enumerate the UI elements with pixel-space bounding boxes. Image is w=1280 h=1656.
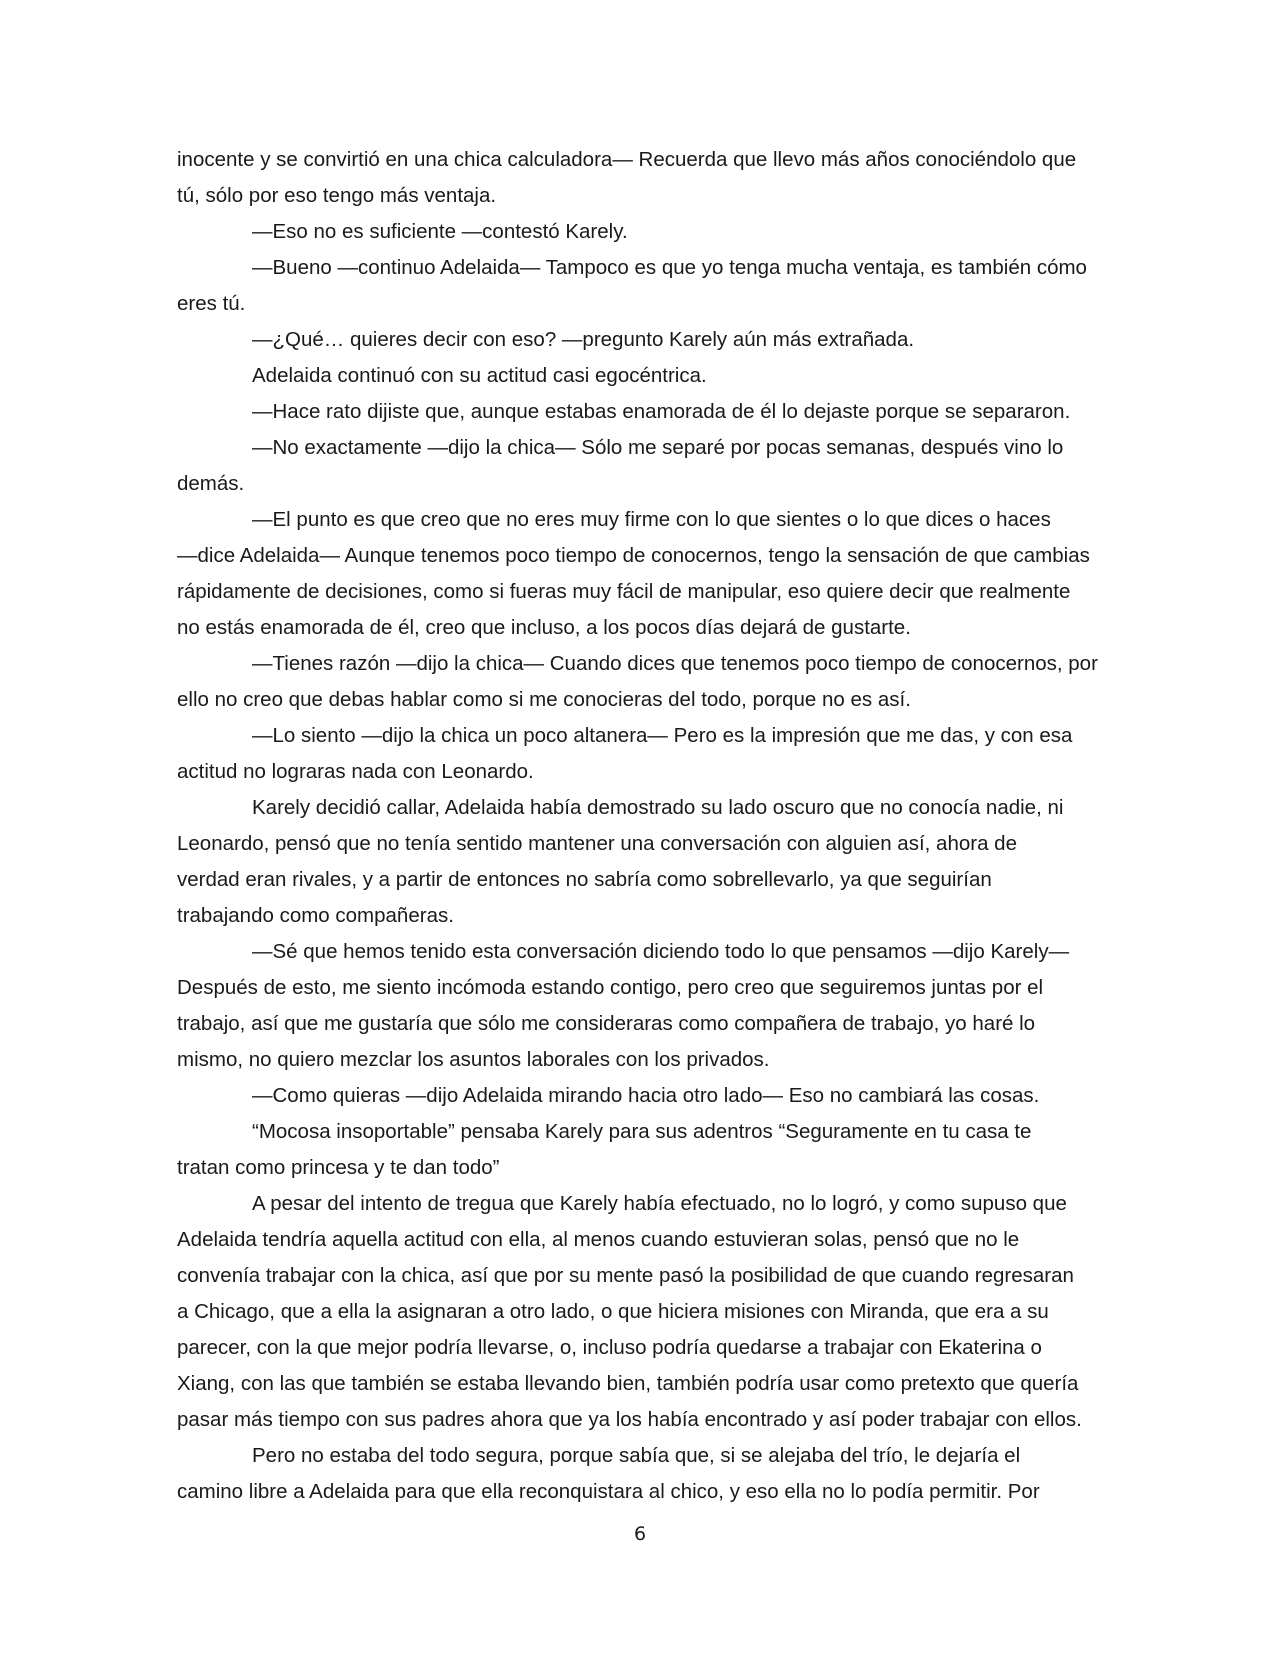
text-line: —No exactamente —dijo la chica— Sólo me separé por pocas semanas, después vino lo <box>252 436 1064 459</box>
text-line: Pero no estaba del todo segura, porque sabía que, si se alejaba del trío, le dejaría el <box>252 1444 1021 1467</box>
text-line: demás. <box>177 472 245 495</box>
text-line: tú, sólo por eso tengo más ventaja. <box>177 184 497 207</box>
text-line: Karely decidió callar, Adelaida había demostrado su lado oscuro que no conocía nadie, ni <box>252 796 1064 819</box>
text-line: —Hace rato dijiste que, aunque estabas enamorada de él lo dejaste porque se separaron. <box>252 400 1071 423</box>
page-number: 6 <box>633 1523 647 1545</box>
text-line: trabajo, así que me gustaría que sólo me consideraras como compañera de trabajo, yo haré lo <box>177 1012 1036 1035</box>
text-line: —Eso no es suficiente —contestó Karely. <box>252 220 628 243</box>
text-line: —Tienes razón —dijo la chica— Cuando dices que tenemos poco tiempo de conocernos, por <box>252 652 1098 675</box>
text-line: —dice Adelaida— Aunque tenemos poco tiempo de conocernos, tengo la sensación de que cambias <box>177 544 1090 567</box>
text-line: camino libre a Adelaida para que ella reconquistara al chico, y eso ella no lo podía permitir. Por <box>177 1480 1040 1503</box>
body-text <box>177 142 1112 1510</box>
text-line: —Como quieras —dijo Adelaida mirando hacia otro lado— Eso no cambiará las cosas. <box>252 1084 1040 1107</box>
text-line: pasar más tiempo con sus padres ahora que ya los había encontrado y así poder trabajar con ellos. <box>177 1408 1082 1431</box>
text-line: rápidamente de decisiones, como si fueras muy fácil de manipular, eso quiere decir que realmente <box>177 580 1071 603</box>
text-line: —Bueno —continuo Adelaida— Tampoco es que yo tenga mucha ventaja, es también cómo <box>252 256 1087 279</box>
text-line: —Sé que hemos tenido esta conversación diciendo todo lo que pensamos —dijo Karely— <box>252 940 1070 963</box>
text-line: inocente y se convirtió en una chica calculadora— Recuerda que llevo más años conociéndolo que <box>177 148 1077 171</box>
text-line: Adelaida tendría aquella actitud con ella, al menos cuando estuvieran solas, pensó que no le <box>177 1228 1020 1251</box>
text-line: actitud no lograras nada con Leonardo. <box>177 760 534 783</box>
text-line: parecer, con la que mejor podría llevarse, o, incluso podría quedarse a trabajar con Ekaterina o <box>177 1336 1042 1359</box>
text-line: tratan como princesa y te dan todo” <box>177 1156 500 1179</box>
text-line: Adelaida continuó con su actitud casi egocéntrica. <box>252 364 707 387</box>
text-line: ello no creo que debas hablar como si me conocieras del todo, porque no es así. <box>177 688 911 711</box>
text-line: mismo, no quiero mezclar los asuntos laborales con los privados. <box>177 1048 770 1071</box>
text-line: “Mocosa insoportable” pensaba Karely para sus adentros “Seguramente en tu casa te <box>252 1120 1032 1143</box>
text-line: —El punto es que creo que no eres muy firme con lo que sientes o lo que dices o haces <box>252 508 1051 531</box>
text-line: —¿Qué… quieres decir con eso? —pregunto Karely aún más extrañada. <box>252 328 915 351</box>
text-line: no estás enamorada de él, creo que incluso, a los pocos días dejará de gustarte. <box>177 616 911 639</box>
text-line: a Chicago, que a ella la asignaran a otro lado, o que hiciera misiones con Miranda, que era a su <box>177 1300 1049 1323</box>
text-line: Leonardo, pensó que no tenía sentido mantener una conversación con alguien así, ahora de <box>177 832 1017 855</box>
text-line: —Lo siento —dijo la chica un poco altanera— Pero es la impresión que me das, y con esa <box>252 724 1073 747</box>
text-line: Xiang, con las que también se estaba llevando bien, también podría usar como pretexto que quería <box>177 1372 1079 1395</box>
text-line: verdad eran rivales, y a partir de entonces no sabría como sobrellevarlo, ya que seguirían <box>177 868 992 891</box>
text-line: convenía trabajar con la chica, así que por su mente pasó la posibilidad de que cuando regresaran <box>177 1264 1074 1287</box>
text-line: eres tú. <box>177 292 246 315</box>
text-line: trabajando como compañeras. <box>177 904 454 927</box>
text-line: A pesar del intento de tregua que Karely había efectuado, no lo logró, y como supuso que <box>252 1192 1067 1215</box>
text-line: Después de esto, me siento incómoda estando contigo, pero creo que seguiremos juntas por el <box>177 976 1044 999</box>
